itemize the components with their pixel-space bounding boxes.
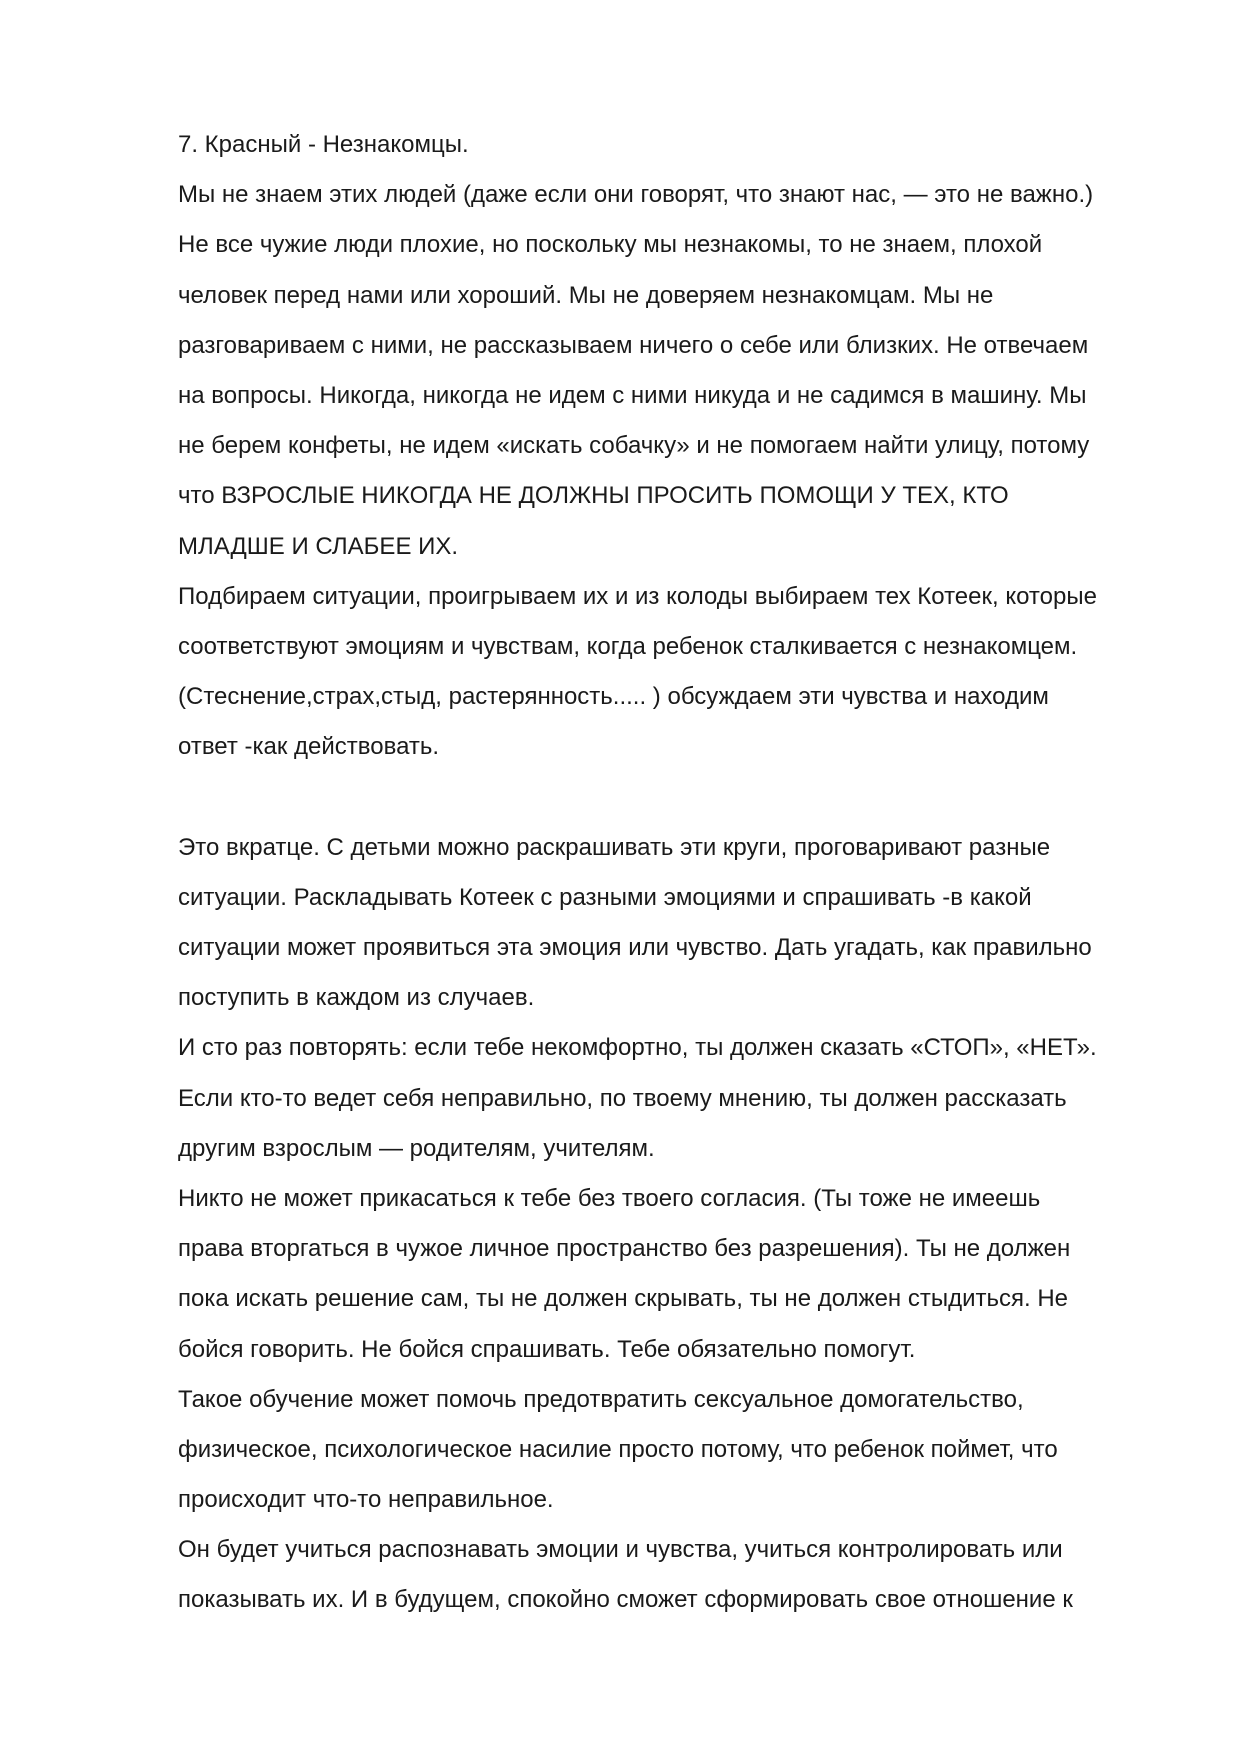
text-line: пока искать решение сам, ты не должен скрывать, ты не должен стыдиться. Не [178, 1285, 1069, 1313]
paragraph [178, 170, 1178, 572]
text-line: не берем конфеты, не идем «искать собачку» и не помогаем найти улицу, потому [178, 432, 1090, 460]
text-line: показывать их. И в будущем, спокойно сможет сформировать свое отношение к [178, 1586, 1073, 1614]
text-line: разговариваем с ними, не рассказываем ничего о себе или близких. Не отвечаем [178, 331, 1089, 359]
text-line: что ВЗРОСЛЫЕ НИКОГДА НЕ ДОЛЖНЫ ПРОСИТЬ ПОМОЩИ У ТЕХ, КТО [178, 482, 1009, 510]
text-line: поступить в каждом из случаев. [178, 984, 535, 1012]
paragraph [178, 1375, 1178, 1526]
paragraph [178, 1525, 1178, 1625]
paragraph [178, 1174, 1178, 1375]
text-line: Подбираем ситуации, проигрываем их и из колоды выбираем тех Котеек, которые [178, 582, 1097, 610]
text-line: (Стеснение,страх,стыд, растерянность..... ) обсуждаем эти чувства и находим [178, 683, 1049, 711]
text-line: Мы не знаем этих людей (даже если они говорят, что знают нас, — это не важно.) [178, 181, 1094, 209]
text-line: ситуации. Раскладывать Котеек с разными эмоциями и спрашивать -в какой [178, 883, 1032, 911]
paragraph [178, 120, 1178, 170]
paragraph [178, 572, 1178, 773]
paragraph [178, 1023, 1178, 1174]
text-line: МЛАДШЕ И СЛАБЕЕ ИХ. [178, 532, 459, 560]
text-line: Он будет учиться распознавать эмоции и чувства, учиться контролировать или [178, 1536, 1063, 1564]
text-line: соответствуют эмоциям и чувствам, когда ребенок сталкивается с незнакомцем. [178, 632, 1078, 660]
text-line: ответ -как действовать. [178, 733, 440, 761]
text-line: Это вкратце. С детьми можно раскрашивать эти круги, проговаривают разные [178, 833, 1051, 861]
document-body [178, 120, 1178, 1626]
text-line: права вторгаться в чужое личное пространство без разрешения). Ты не должен [178, 1235, 1071, 1263]
blank-line [178, 772, 1178, 822]
text-line: Если кто-то ведет себя неправильно, по твоему мнению, ты должен рассказать [178, 1084, 1067, 1112]
text-line: другим взрослым — родителям, учителям. [178, 1134, 655, 1162]
text-line: 7. Красный - Незнакомцы. [178, 131, 469, 158]
text-line: Никто не может прикасаться к тебе без твоего согласия. (Ты тоже не имеешь [178, 1184, 1041, 1212]
empty-line [178, 772, 1178, 822]
text-line: физическое, психологическое насилие просто потому, что ребенок поймет, что [178, 1435, 1058, 1463]
text-line: человек перед нами или хороший. Мы не доверяем незнакомцам. Мы не [178, 281, 994, 309]
text-line: Такое обучение может помочь предотвратить сексуальное домогательство, [178, 1385, 1024, 1413]
text-line: происходит что-то неправильное. [178, 1486, 554, 1514]
text-line: на вопросы. Никогда, никогда не идем с ними никуда и не садимся в машину. Мы [178, 381, 1087, 409]
text-line: бойся говорить. Не бойся спрашивать. Тебе обязательно помогут. [178, 1335, 916, 1363]
paragraph [178, 823, 1178, 1024]
text-line: И сто раз повторять: если тебе некомфортно, ты должен сказать «СТОП», «НЕТ». [178, 1034, 1097, 1062]
text-line: Не все чужие люди плохие, но поскольку мы незнакомы, то не знаем, плохой [178, 231, 1043, 259]
text-line: ситуации может проявиться эта эмоция или чувство. Дать угадать, как правильно [178, 934, 1092, 961]
